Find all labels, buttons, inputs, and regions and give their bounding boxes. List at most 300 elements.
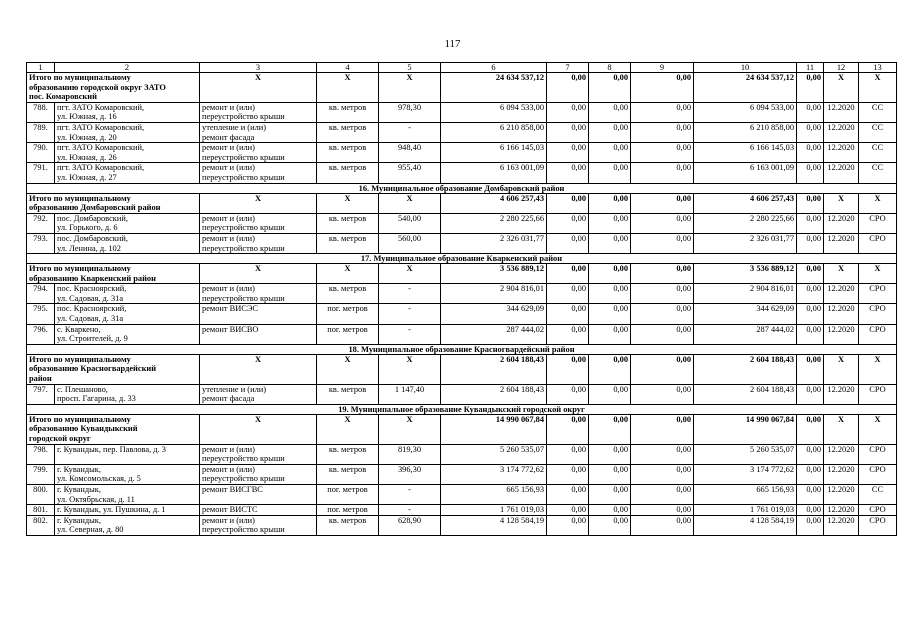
amount-cell: 0,00 bbox=[631, 515, 694, 535]
work-type-cell-line: переустройство крыши bbox=[202, 223, 285, 233]
amount-cell: 0,00 bbox=[547, 304, 589, 324]
work-type-cell bbox=[200, 122, 317, 142]
total-label-line: Итого по муниципальному bbox=[29, 354, 131, 364]
amount-cell: 0,00 bbox=[631, 304, 694, 324]
total-cell: 0,00 bbox=[797, 193, 824, 213]
amount-cell: 0,00 bbox=[589, 233, 631, 253]
total-cell: X bbox=[317, 354, 379, 384]
table-row bbox=[27, 284, 897, 304]
address-cell-line: пгт. ЗАТО Комаровский, bbox=[57, 102, 145, 112]
row-number: 800. bbox=[27, 484, 55, 504]
column-header: 2 bbox=[55, 63, 200, 73]
column-header: 13 bbox=[859, 63, 897, 73]
quantity-cell: - bbox=[379, 484, 441, 504]
total-cell: 0,00 bbox=[797, 354, 824, 384]
work-type-cell bbox=[200, 233, 317, 253]
date-cell: 12.2020 bbox=[824, 143, 859, 163]
table-row bbox=[27, 444, 897, 464]
table-row bbox=[27, 505, 897, 516]
total-cell: X bbox=[824, 414, 859, 444]
date-cell: 12.2020 bbox=[824, 444, 859, 464]
work-type-cell-line: ремонт и (или) bbox=[202, 515, 255, 525]
address-cell-line: ул. Южная, д. 27 bbox=[57, 172, 117, 182]
row-number: 802. bbox=[27, 515, 55, 535]
quantity-cell: 1 147,40 bbox=[379, 384, 441, 404]
column-header: 10 bbox=[694, 63, 797, 73]
total-row bbox=[27, 354, 897, 384]
cost-cell: 2 326 031,77 bbox=[441, 233, 547, 253]
amount-cell: 0,00 bbox=[631, 464, 694, 484]
total-cell: 3 536 889,12 bbox=[441, 264, 547, 284]
table-row bbox=[27, 122, 897, 142]
table-row bbox=[27, 143, 897, 163]
cost-cell: 6 094 533,00 bbox=[441, 102, 547, 122]
total-cell: X bbox=[859, 193, 897, 213]
cost-cell: 6 210 858,00 bbox=[441, 122, 547, 142]
amount-cell: 0,00 bbox=[631, 324, 694, 344]
code-cell: СРО bbox=[859, 284, 897, 304]
column-header: 8 bbox=[589, 63, 631, 73]
total-cell: X bbox=[317, 73, 379, 103]
address-cell-line: ул. Комсомольская, д. 5 bbox=[57, 474, 141, 484]
total-cell: 0,00 bbox=[547, 73, 589, 103]
cost-cell: 2 904 816,01 bbox=[441, 284, 547, 304]
unit-cell: пог. метров bbox=[317, 484, 379, 504]
table-row bbox=[27, 213, 897, 233]
table-row bbox=[27, 233, 897, 253]
column-header: 5 bbox=[379, 63, 441, 73]
total-label-line: Итого по муниципальному bbox=[29, 264, 131, 274]
capital-repair-table bbox=[26, 62, 897, 536]
amount-cell: 0,00 bbox=[797, 163, 824, 183]
amount-cell: 0,00 bbox=[797, 464, 824, 484]
address-cell-line: ул. Садовая, д. 31а bbox=[57, 314, 124, 324]
date-cell: 12.2020 bbox=[824, 484, 859, 504]
total-label-line: Итого по муниципальному bbox=[29, 193, 131, 203]
address-cell bbox=[55, 384, 200, 404]
amount-cell: 0,00 bbox=[547, 444, 589, 464]
total-cell: X bbox=[379, 193, 441, 213]
work-type-cell bbox=[200, 284, 317, 304]
amount-cell: 0,00 bbox=[589, 505, 631, 516]
total-cell: X bbox=[824, 354, 859, 384]
total-cell: X bbox=[317, 193, 379, 213]
amount-cell: 0,00 bbox=[547, 324, 589, 344]
page-number: 117 bbox=[444, 38, 461, 50]
work-type-cell-line: переустройство крыши bbox=[202, 454, 285, 464]
amount-cell: 0,00 bbox=[589, 122, 631, 142]
total-cell: 0,00 bbox=[589, 264, 631, 284]
cost-cell: 2 604 188,43 bbox=[441, 384, 547, 404]
quantity-cell: - bbox=[379, 505, 441, 516]
date-cell: 12.2020 bbox=[824, 213, 859, 233]
unit-cell: кв. метров bbox=[317, 515, 379, 535]
total-cell: 2 604 188,43 bbox=[694, 354, 797, 384]
total-row bbox=[27, 264, 897, 284]
total-cell: X bbox=[379, 264, 441, 284]
amount-cell: 2 904 816,01 bbox=[694, 284, 797, 304]
total-label-line: Итого по муниципальному bbox=[29, 73, 131, 82]
address-cell-line: г. Кувандык, bbox=[57, 515, 101, 525]
total-label-line: пос. Комаровский bbox=[29, 92, 97, 102]
amount-cell: 6 163 001,09 bbox=[694, 163, 797, 183]
quantity-cell: 396,30 bbox=[379, 464, 441, 484]
amount-cell: 0,00 bbox=[589, 324, 631, 344]
date-cell: 12.2020 bbox=[824, 505, 859, 516]
date-cell: 12.2020 bbox=[824, 102, 859, 122]
address-cell bbox=[55, 324, 200, 344]
amount-cell: 0,00 bbox=[797, 484, 824, 504]
work-type-cell-line: переустройство крыши bbox=[202, 152, 285, 162]
address-cell bbox=[55, 213, 200, 233]
address-cell-line: с. Кваркено, bbox=[57, 324, 101, 334]
code-cell: СРО bbox=[859, 464, 897, 484]
amount-cell: 0,00 bbox=[631, 102, 694, 122]
amount-cell: 0,00 bbox=[547, 505, 589, 516]
row-number: 796. bbox=[27, 324, 55, 344]
amount-cell: 0,00 bbox=[797, 444, 824, 464]
work-type-cell-line: ремонт и (или) bbox=[202, 284, 255, 294]
cost-cell: 4 128 584,19 bbox=[441, 515, 547, 535]
column-header: 6 bbox=[441, 63, 547, 73]
amount-cell: 0,00 bbox=[797, 515, 824, 535]
section-title-row bbox=[27, 254, 897, 264]
work-type-cell bbox=[200, 213, 317, 233]
address-cell-line: ул. Южная, д. 16 bbox=[57, 112, 117, 122]
amount-cell: 0,00 bbox=[631, 122, 694, 142]
amount-cell: 0,00 bbox=[547, 233, 589, 253]
address-cell-line: ул. Горького, д. 6 bbox=[57, 223, 118, 233]
row-number: 794. bbox=[27, 284, 55, 304]
section-title: 16. Муниципальное образование Домбаровский район bbox=[27, 183, 897, 193]
row-number: 790. bbox=[27, 143, 55, 163]
row-number: 792. bbox=[27, 213, 55, 233]
total-label-line: образованию Кваркенский район bbox=[29, 273, 156, 283]
amount-cell: 0,00 bbox=[631, 505, 694, 516]
amount-cell: 0,00 bbox=[631, 284, 694, 304]
unit-cell: кв. метров bbox=[317, 143, 379, 163]
total-label-line: образованию Домбаровский район bbox=[29, 203, 161, 213]
amount-cell: 6 166 145,03 bbox=[694, 143, 797, 163]
amount-cell: 0,00 bbox=[797, 284, 824, 304]
address-cell-line: г. Кувандык, bbox=[57, 464, 101, 474]
address-cell-line: ул. Южная, д. 26 bbox=[57, 152, 117, 162]
total-cell: 0,00 bbox=[589, 414, 631, 444]
code-cell: СРО bbox=[859, 233, 897, 253]
cost-cell: 287 444,02 bbox=[441, 324, 547, 344]
cost-cell: 5 260 535,07 bbox=[441, 444, 547, 464]
address-cell-line: ул. Октябрьская, д. 11 bbox=[57, 494, 135, 504]
amount-cell: 0,00 bbox=[589, 143, 631, 163]
total-cell: 4 606 257,43 bbox=[694, 193, 797, 213]
quantity-cell: 819,30 bbox=[379, 444, 441, 464]
amount-cell: 344 629,09 bbox=[694, 304, 797, 324]
unit-cell: пог. метров bbox=[317, 324, 379, 344]
cost-cell: 1 761 019,03 bbox=[441, 505, 547, 516]
total-cell: 3 536 889,12 bbox=[694, 264, 797, 284]
amount-cell: 0,00 bbox=[589, 102, 631, 122]
total-label bbox=[27, 193, 200, 213]
work-type-cell bbox=[200, 143, 317, 163]
amount-cell: 0,00 bbox=[631, 484, 694, 504]
work-type-cell-line: ремонт ВИСЭС bbox=[202, 304, 258, 314]
quantity-cell: 948,40 bbox=[379, 143, 441, 163]
amount-cell: 0,00 bbox=[547, 102, 589, 122]
amount-cell: 0,00 bbox=[797, 505, 824, 516]
work-type-cell bbox=[200, 163, 317, 183]
quantity-cell: - bbox=[379, 122, 441, 142]
date-cell: 12.2020 bbox=[824, 122, 859, 142]
total-label-line: городской округ bbox=[29, 434, 91, 443]
total-cell: 14 990 067,84 bbox=[694, 414, 797, 444]
total-cell: 24 634 537,12 bbox=[441, 73, 547, 103]
table-row bbox=[27, 163, 897, 183]
work-type-cell-line: ремонт и (или) bbox=[202, 444, 255, 454]
total-cell: X bbox=[379, 414, 441, 444]
total-cell: X bbox=[859, 354, 897, 384]
row-number: 789. bbox=[27, 122, 55, 142]
amount-cell: 0,00 bbox=[797, 102, 824, 122]
amount-cell: 0,00 bbox=[547, 143, 589, 163]
section-title: 19. Муниципальное образование Кувандыкский городской округ bbox=[27, 404, 897, 414]
code-cell: СРО bbox=[859, 384, 897, 404]
total-cell: 0,00 bbox=[797, 264, 824, 284]
code-cell: СС bbox=[859, 143, 897, 163]
quantity-cell: - bbox=[379, 324, 441, 344]
work-type-cell-line: переустройство крыши bbox=[202, 243, 285, 253]
amount-cell: 0,00 bbox=[547, 515, 589, 535]
date-cell: 12.2020 bbox=[824, 515, 859, 535]
address-cell-line: ул. Садовая, д. 31а bbox=[57, 293, 124, 303]
column-header: 7 bbox=[547, 63, 589, 73]
address-cell bbox=[55, 143, 200, 163]
unit-cell: кв. метров bbox=[317, 102, 379, 122]
total-cell: 0,00 bbox=[547, 414, 589, 444]
total-cell: X bbox=[200, 414, 317, 444]
address-cell-line: пос. Домбаровский, bbox=[57, 213, 128, 223]
work-type-cell-line: ремонт ВИСГВС bbox=[202, 484, 263, 494]
work-type-cell-line: утепление и (или) bbox=[202, 122, 267, 132]
total-label bbox=[27, 73, 200, 103]
work-type-cell-line: ремонт ВИСТС bbox=[202, 505, 258, 515]
work-type-cell-line: ремонт и (или) bbox=[202, 464, 255, 474]
code-cell: СС bbox=[859, 484, 897, 504]
total-cell: X bbox=[824, 264, 859, 284]
row-number: 801. bbox=[27, 505, 55, 516]
total-cell: 0,00 bbox=[631, 264, 694, 284]
column-header: 3 bbox=[200, 63, 317, 73]
work-type-cell-line: переустройство крыши bbox=[202, 525, 285, 535]
row-number: 788. bbox=[27, 102, 55, 122]
address-cell bbox=[55, 304, 200, 324]
row-number: 799. bbox=[27, 464, 55, 484]
column-header: 4 bbox=[317, 63, 379, 73]
address-cell-line: пгт. ЗАТО Комаровский, bbox=[57, 143, 145, 153]
total-cell: 24 634 537,12 bbox=[694, 73, 797, 103]
work-type-cell-line: ремонт и (или) bbox=[202, 102, 255, 112]
table-row bbox=[27, 304, 897, 324]
total-cell: X bbox=[317, 264, 379, 284]
address-cell bbox=[55, 233, 200, 253]
address-cell bbox=[55, 464, 200, 484]
amount-cell: 4 128 584,19 bbox=[694, 515, 797, 535]
table-row bbox=[27, 102, 897, 122]
date-cell: 12.2020 bbox=[824, 464, 859, 484]
amount-cell: 0,00 bbox=[797, 143, 824, 163]
amount-cell: 0,00 bbox=[631, 143, 694, 163]
row-number: 791. bbox=[27, 163, 55, 183]
address-cell-line: пос. Домбаровский, bbox=[57, 233, 128, 243]
amount-cell: 665 156,93 bbox=[694, 484, 797, 504]
address-cell-line: пос. Красноярский, bbox=[57, 284, 127, 294]
total-label-line: образованию городской округ ЗАТО bbox=[29, 82, 166, 92]
work-type-cell-line: переустройство крыши bbox=[202, 112, 285, 122]
work-type-cell bbox=[200, 464, 317, 484]
date-cell: 12.2020 bbox=[824, 384, 859, 404]
address-cell-line: г. Кувандык, пер. Павлова, д. 3 bbox=[57, 444, 166, 454]
address-cell bbox=[55, 444, 200, 464]
amount-cell: 6 094 533,00 bbox=[694, 102, 797, 122]
code-cell: СРО bbox=[859, 505, 897, 516]
address-cell-line: ул. Северная, д. 80 bbox=[57, 525, 124, 535]
total-cell: X bbox=[859, 414, 897, 444]
total-cell: X bbox=[379, 73, 441, 103]
total-label-line: район bbox=[29, 374, 52, 384]
amount-cell: 0,00 bbox=[589, 284, 631, 304]
work-type-cell-line: переустройство крыши bbox=[202, 172, 285, 182]
total-cell: X bbox=[824, 193, 859, 213]
quantity-cell: 955,40 bbox=[379, 163, 441, 183]
date-cell: 12.2020 bbox=[824, 304, 859, 324]
unit-cell: кв. метров bbox=[317, 233, 379, 253]
section-title: 18. Муниципальное образование Красногвардейский район bbox=[27, 344, 897, 354]
total-cell: X bbox=[859, 264, 897, 284]
unit-cell: кв. метров bbox=[317, 384, 379, 404]
amount-cell: 0,00 bbox=[631, 213, 694, 233]
work-type-cell bbox=[200, 384, 317, 404]
amount-cell: 0,00 bbox=[797, 213, 824, 233]
table-row bbox=[27, 464, 897, 484]
column-header: 11 bbox=[797, 63, 824, 73]
table-row bbox=[27, 484, 897, 504]
work-type-cell bbox=[200, 515, 317, 535]
work-type-cell bbox=[200, 484, 317, 504]
total-cell: X bbox=[200, 354, 317, 384]
code-cell: СС bbox=[859, 122, 897, 142]
column-header: 12 bbox=[824, 63, 859, 73]
row-number: 798. bbox=[27, 444, 55, 464]
unit-cell: кв. метров bbox=[317, 464, 379, 484]
section-title-row bbox=[27, 404, 897, 414]
work-type-cell-line: переустройство крыши bbox=[202, 293, 285, 303]
amount-cell: 0,00 bbox=[547, 384, 589, 404]
amount-cell: 0,00 bbox=[547, 484, 589, 504]
work-type-cell-line: ремонт и (или) bbox=[202, 143, 255, 153]
quantity-cell: - bbox=[379, 304, 441, 324]
amount-cell: 0,00 bbox=[631, 233, 694, 253]
quantity-cell: - bbox=[379, 284, 441, 304]
address-cell-line: просп. Гагарина, д. 33 bbox=[57, 394, 136, 404]
total-cell: 0,00 bbox=[631, 354, 694, 384]
row-number: 795. bbox=[27, 304, 55, 324]
work-type-cell-line: ремонт фасада bbox=[202, 132, 255, 142]
amount-cell: 0,00 bbox=[547, 122, 589, 142]
amount-cell: 0,00 bbox=[589, 484, 631, 504]
total-cell: 0,00 bbox=[589, 193, 631, 213]
work-type-cell bbox=[200, 444, 317, 464]
unit-cell: кв. метров bbox=[317, 163, 379, 183]
cost-cell: 3 174 772,62 bbox=[441, 464, 547, 484]
unit-cell: кв. метров bbox=[317, 444, 379, 464]
amount-cell: 0,00 bbox=[589, 304, 631, 324]
amount-cell: 0,00 bbox=[797, 304, 824, 324]
address-cell bbox=[55, 505, 200, 516]
total-cell: 0,00 bbox=[589, 73, 631, 103]
cost-cell: 665 156,93 bbox=[441, 484, 547, 504]
address-cell-line: г. Кувандык, bbox=[57, 484, 101, 494]
work-type-cell bbox=[200, 102, 317, 122]
cost-cell: 2 280 225,66 bbox=[441, 213, 547, 233]
amount-cell: 0,00 bbox=[547, 464, 589, 484]
total-cell: 0,00 bbox=[631, 73, 694, 103]
address-cell bbox=[55, 102, 200, 122]
total-label-line: образованию Кувандыкский bbox=[29, 424, 138, 434]
quantity-cell: 628,90 bbox=[379, 515, 441, 535]
code-cell: СРО bbox=[859, 324, 897, 344]
amount-cell: 0,00 bbox=[589, 464, 631, 484]
total-label bbox=[27, 264, 200, 284]
address-cell bbox=[55, 515, 200, 535]
total-label-line: образованию Красногвардейский bbox=[29, 364, 157, 374]
amount-cell: 0,00 bbox=[547, 163, 589, 183]
amount-cell: 0,00 bbox=[797, 233, 824, 253]
code-cell: СРО bbox=[859, 304, 897, 324]
address-cell bbox=[55, 484, 200, 504]
date-cell: 12.2020 bbox=[824, 233, 859, 253]
total-cell: X bbox=[200, 73, 317, 103]
total-cell: 0,00 bbox=[547, 354, 589, 384]
unit-cell: пог. метров bbox=[317, 304, 379, 324]
amount-cell: 0,00 bbox=[589, 444, 631, 464]
row-number: 797. bbox=[27, 384, 55, 404]
address-cell-line: с. Плешаново, bbox=[57, 384, 108, 394]
amount-cell: 287 444,02 bbox=[694, 324, 797, 344]
date-cell: 12.2020 bbox=[824, 163, 859, 183]
unit-cell: кв. метров bbox=[317, 122, 379, 142]
work-type-cell-line: ремонт и (или) bbox=[202, 233, 255, 243]
total-cell: X bbox=[317, 414, 379, 444]
table-row bbox=[27, 515, 897, 535]
cost-cell: 6 166 145,03 bbox=[441, 143, 547, 163]
work-type-cell-line: переустройство крыши bbox=[202, 474, 285, 484]
work-type-cell-line: ремонт фасада bbox=[202, 394, 255, 404]
address-cell bbox=[55, 284, 200, 304]
work-type-cell-line: ремонт и (или) bbox=[202, 213, 255, 223]
quantity-cell: 560,00 bbox=[379, 233, 441, 253]
unit-cell: пог. метров bbox=[317, 505, 379, 516]
total-cell: 4 606 257,43 bbox=[441, 193, 547, 213]
address-cell-line: ул. Ленина, д. 102 bbox=[57, 243, 121, 253]
code-cell: СРО bbox=[859, 444, 897, 464]
total-cell: 0,00 bbox=[589, 354, 631, 384]
total-cell: 0,00 bbox=[797, 414, 824, 444]
code-cell: СС bbox=[859, 163, 897, 183]
cost-cell: 344 629,09 bbox=[441, 304, 547, 324]
total-cell: 2 604 188,43 bbox=[441, 354, 547, 384]
address-cell-line: пгт. ЗАТО Комаровский, bbox=[57, 163, 145, 173]
header-row bbox=[27, 63, 897, 73]
total-cell: X bbox=[200, 193, 317, 213]
